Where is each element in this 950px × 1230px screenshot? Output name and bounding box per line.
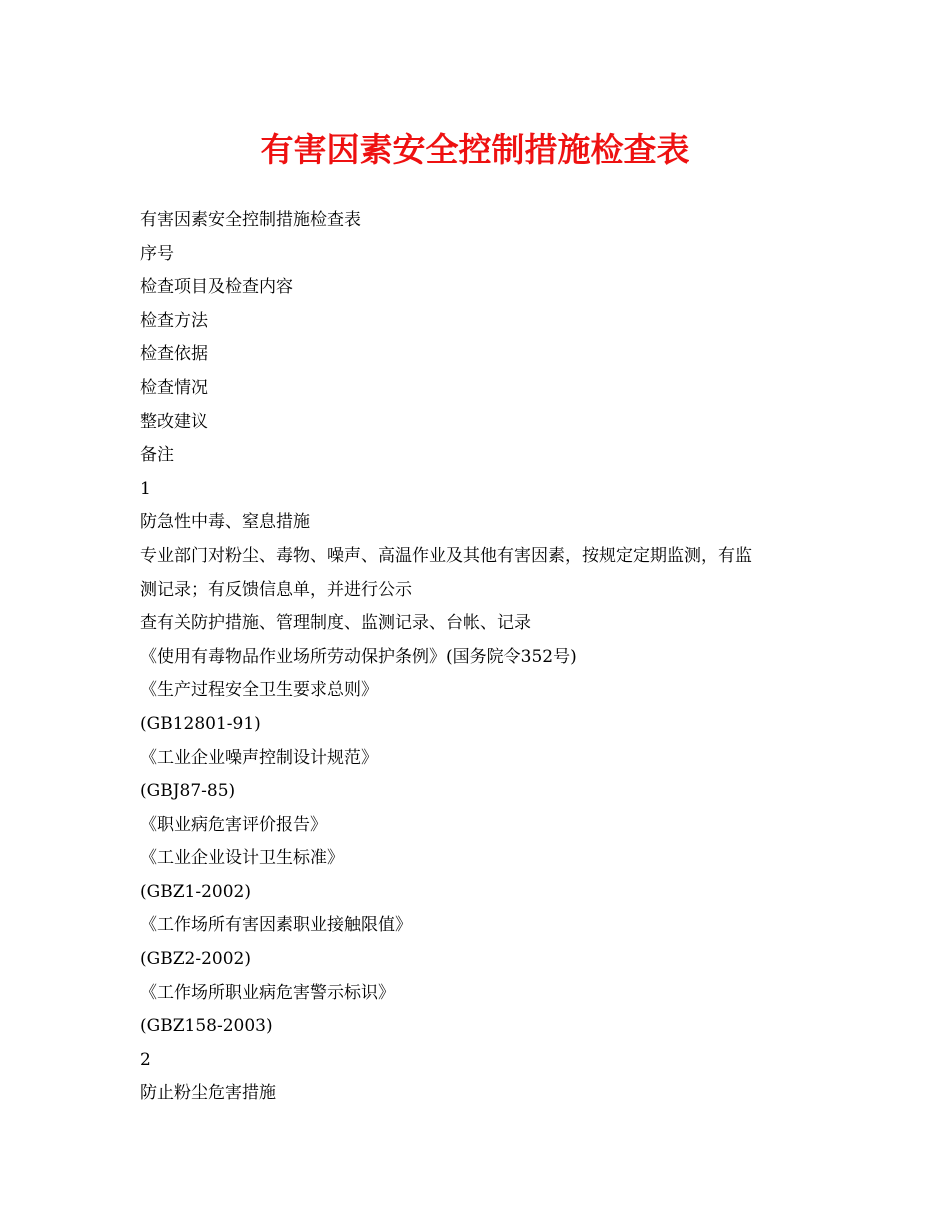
text-line: (GBZ2-2002) [140, 949, 251, 970]
text-line: 备注 [140, 445, 174, 466]
text-line: 防急性中毒、窒息措施 [140, 512, 310, 533]
text-line: 2 [140, 1049, 151, 1070]
text-line: 《生产过程安全卫生要求总则》 [140, 680, 378, 701]
document-body [140, 204, 830, 1111]
text-line: (GBJ87-85) [140, 781, 236, 802]
text-line: 检查情况 [140, 377, 208, 398]
text-line: 《工业企业设计卫生标准》 [140, 848, 344, 869]
text-line: (GBZ158-2003) [140, 1016, 273, 1037]
text-line: 《工业企业噪声控制设计规范》 [140, 747, 378, 768]
text-line: 专业部门对粉尘、毒物、噪声、高温作业及其他有害因素，按规定定期监测，有监 [140, 545, 752, 566]
text-line: 检查项目及检查内容 [140, 277, 293, 298]
page-title: 有害因素安全控制措施检查表 [260, 130, 690, 169]
text-line: (GBZ1-2002) [140, 881, 251, 902]
text-line: 查有关防护措施、管理制度、监测记录、台帐、记录 [140, 613, 531, 634]
text-line: 序号 [140, 243, 174, 264]
text-line: 有害因素安全控制措施检查表 [140, 210, 361, 230]
text-line: 《工作场所有害因素职业接触限值》 [140, 915, 412, 936]
text-line: 检查依据 [140, 344, 208, 365]
text-line: 《工作场所职业病危害警示标识》 [140, 982, 395, 1003]
text-line: 整改建议 [140, 411, 208, 432]
text-line: 防止粉尘危害措施 [140, 1083, 276, 1104]
text-line: 测记录；有反馈信息单，并进行公示 [140, 579, 412, 600]
text-line: 1 [140, 478, 151, 499]
text-line: 检查方法 [140, 310, 208, 331]
text-line: 《使用有毒物品作业场所劳动保护条例》(国务院令352号) [140, 646, 577, 667]
text-line: 《职业病危害评价报告》 [140, 814, 327, 835]
text-line: (GB12801-91) [140, 713, 261, 734]
